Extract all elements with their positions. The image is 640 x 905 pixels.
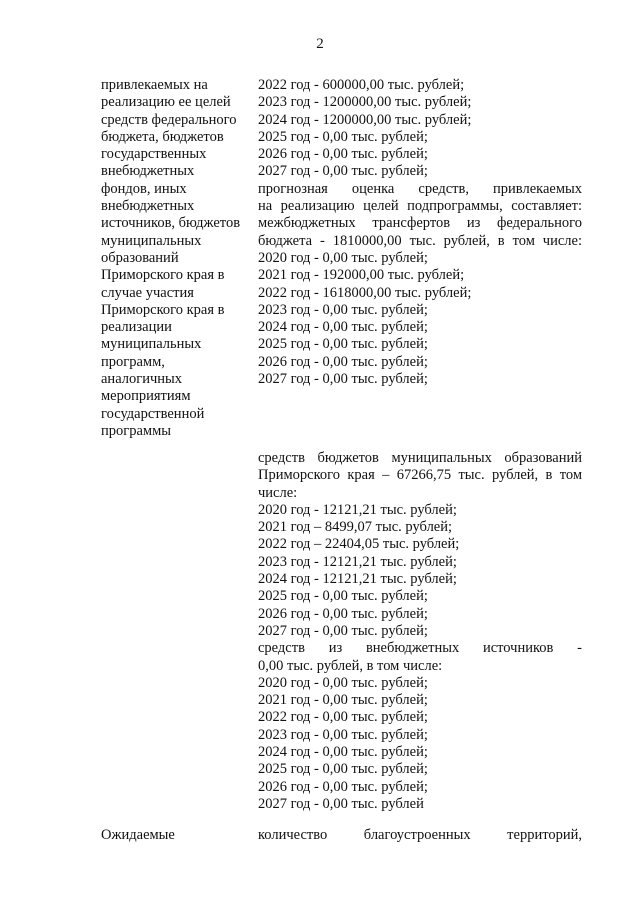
year-amount-line: 2023 год - 0,00 тыс. рублей; (258, 726, 428, 743)
row-label-line: государственных (101, 146, 207, 163)
year-amount-line: 2020 год - 12121,21 тыс. рублей; (258, 501, 457, 518)
year-amount-line: 2021 год - 0,00 тыс. рублей; (258, 692, 428, 709)
year-amount-line: 2022 год – 22404,05 тыс. рублей; (258, 536, 460, 553)
year-amount-line: 2021 год - 192000,00 тыс. рублей; (258, 267, 465, 284)
row-label-line: внебюджетных (101, 198, 195, 215)
year-amount-line: 2024 год - 0,00 тыс. рублей; (258, 744, 428, 761)
year-amount-line: 2020 год - 0,00 тыс. рублей; (258, 249, 428, 266)
year-amount-line: 2026 год - 0,00 тыс. рублей; (258, 605, 428, 622)
row-label-line: мероприятиям (101, 388, 191, 405)
row-label-line: источников, бюджетов (101, 215, 241, 232)
paragraph-line: межбюджетных трансфертов из федерального (258, 215, 582, 232)
row-label-line: привлекаемых на (101, 77, 208, 93)
year-amount-line: 2025 год - 0,00 тыс. рублей; (258, 588, 428, 605)
year-amount-line: 2026 год - 0,00 тыс. рублей; (258, 353, 428, 370)
row-label-line: случае участия (101, 284, 194, 301)
year-amount-line: 2023 год - 12121,21 тыс. рублей; (258, 553, 457, 570)
paragraph-line: бюджета - 1810000,00 тыс. рублей, в том числе: (258, 232, 582, 249)
row-label-line: программ, (101, 353, 165, 370)
paragraph-line: на реализацию целей подпрограммы, составляет: (258, 198, 582, 215)
page-number: 2 (316, 36, 324, 52)
year-amount-line: 2027 год - 0,00 тыс. рублей; (258, 163, 428, 180)
year-amount-line: 2024 год - 1200000,00 тыс. рублей; (258, 111, 472, 128)
year-amount-line: 2022 год - 600000,00 тыс. рублей; (258, 77, 465, 93)
row-label-line: программы (101, 422, 171, 439)
funding-block-federal (258, 77, 582, 388)
funding-block-municipal (258, 450, 582, 813)
year-amount-line: 2025 год - 0,00 тыс. рублей; (258, 761, 428, 778)
year-amount-line: 2022 год - 0,00 тыс. рублей; (258, 709, 428, 726)
row-label-line: Приморского края в (101, 267, 225, 284)
paragraph-line: 0,00 тыс. рублей, в том числе: (258, 657, 443, 674)
year-amount-line: 2027 год - 0,00 тыс. рублей (258, 795, 424, 812)
year-amount-line: 2024 год - 12121,21 тыс. рублей; (258, 571, 457, 588)
year-amount-line: 2027 год - 0,00 тыс. рублей; (258, 371, 428, 388)
year-amount-line: 2021 год – 8499,07 тыс. рублей; (258, 519, 453, 536)
year-amount-line: 2026 год - 0,00 тыс. рублей; (258, 146, 428, 163)
expected-results-label: Ожидаемые (101, 827, 175, 843)
row-label-line: муниципальных (101, 232, 202, 249)
row-label-line: государственной (101, 405, 205, 422)
row-label-line: внебюджетных (101, 163, 195, 180)
row-label-line: фондов, иных (101, 180, 187, 197)
year-amount-line: 2022 год - 1618000,00 тыс. рублей; (258, 284, 472, 301)
year-amount-line: 2025 год - 0,00 тыс. рублей; (258, 128, 428, 145)
paragraph-line: прогнозная оценка средств, привлекаемых (258, 180, 582, 197)
expected-results-text: количество благоустроенных территорий, (258, 827, 582, 843)
year-amount-line: 2025 год - 0,00 тыс. рублей; (258, 336, 428, 353)
year-amount-line: 2023 год - 0,00 тыс. рублей; (258, 301, 428, 318)
row-label-line: средств федерального (101, 111, 237, 128)
row-label-line: реализацию ее целей (101, 94, 231, 111)
row-label-line: бюджета, бюджетов (101, 128, 224, 145)
year-amount-line: 2024 год - 0,00 тыс. рублей; (258, 319, 428, 336)
year-amount-line: 2027 год - 0,00 тыс. рублей; (258, 622, 428, 639)
year-amount-line: 2023 год - 1200000,00 тыс. рублей; (258, 94, 472, 111)
paragraph-line: средств из внебюджетных источников - (258, 640, 582, 657)
year-amount-line: 2020 год - 0,00 тыс. рублей; (258, 674, 428, 691)
row-label-line: Приморского края в (101, 301, 225, 318)
paragraph-line: числе: (258, 484, 298, 501)
row-label-line: аналогичных (101, 371, 182, 388)
year-amount-line: 2026 год - 0,00 тыс. рублей; (258, 778, 428, 795)
row-label-line: муниципальных (101, 336, 202, 353)
row-label-line: образований (101, 249, 179, 266)
paragraph-line: средств бюджетов муниципальных образований (258, 450, 582, 466)
row-label-line: реализации (101, 319, 172, 336)
row-label-column (101, 77, 251, 440)
paragraph-line: Приморского края – 67266,75 тыс. рублей, в том (258, 467, 582, 484)
